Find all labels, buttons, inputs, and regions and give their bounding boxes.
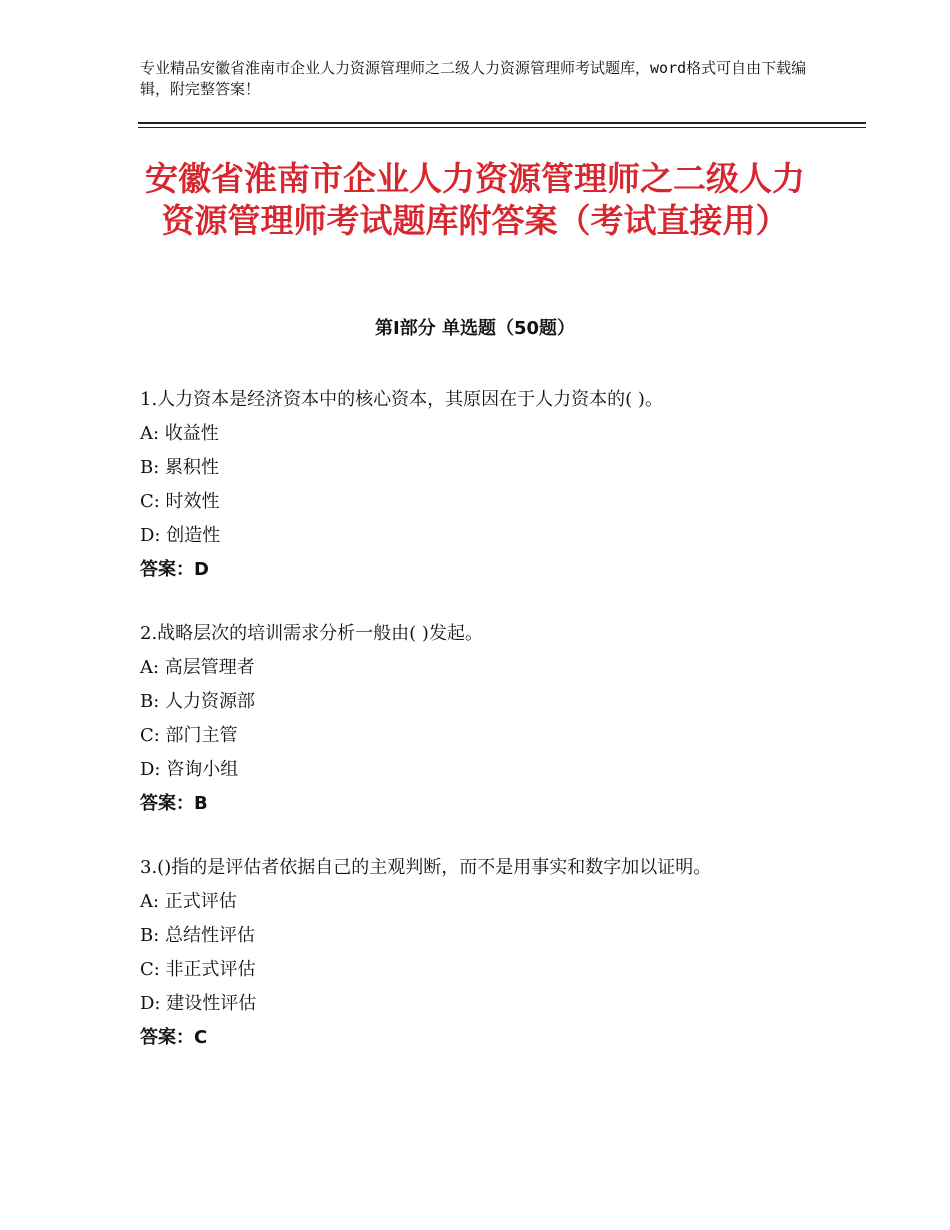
- question-stem: 2.战略层次的培训需求分析一般由( )发起。: [140, 623, 483, 644]
- answer: 答案：D: [140, 559, 209, 580]
- option-a: A: 高层管理者: [140, 657, 255, 678]
- option-a: A: 收益性: [140, 423, 219, 444]
- option-d: D: 创造性: [140, 525, 221, 546]
- option-b: B: 人力资源部: [140, 691, 256, 712]
- option-c: C: 部门主管: [140, 725, 238, 746]
- answer: 答案：B: [140, 793, 208, 814]
- option-a: A: 正式评估: [140, 891, 237, 912]
- header-divider-thin: [138, 127, 866, 128]
- option-b: B: 总结性评估: [140, 925, 256, 946]
- option-c: C: 时效性: [140, 491, 220, 512]
- question-2: [140, 617, 810, 821]
- header-note: 专业精品安徽省淮南市企业人力资源管理师之二级人力资源管理师考试题库，word格式可自由下载编辑，附完整答案！: [140, 59, 807, 98]
- document-title: 安徽省淮南市企业人力资源管理师之二级人力资源管理师考试题库附答案（考试直接用）: [145, 159, 805, 240]
- section-title: 第Ⅰ部分 单选题（50题）: [374, 318, 575, 339]
- option-b: B: 累积性: [140, 457, 220, 478]
- question-3: [140, 851, 810, 1055]
- header-divider-thick: [138, 122, 866, 124]
- option-d: D: 咨询小组: [140, 759, 239, 780]
- question-1: [140, 383, 810, 587]
- question-stem: 1.人力资本是经济资本中的核心资本，其原因在于人力资本的( )。: [140, 389, 663, 410]
- option-d: D: 建设性评估: [140, 993, 257, 1014]
- answer: 答案：C: [140, 1027, 208, 1048]
- question-list: [140, 383, 810, 1085]
- option-c: C: 非正式评估: [140, 959, 256, 980]
- question-stem: 3.()指的是评估者依据自己的主观判断，而不是用事实和数字加以证明。: [140, 857, 712, 878]
